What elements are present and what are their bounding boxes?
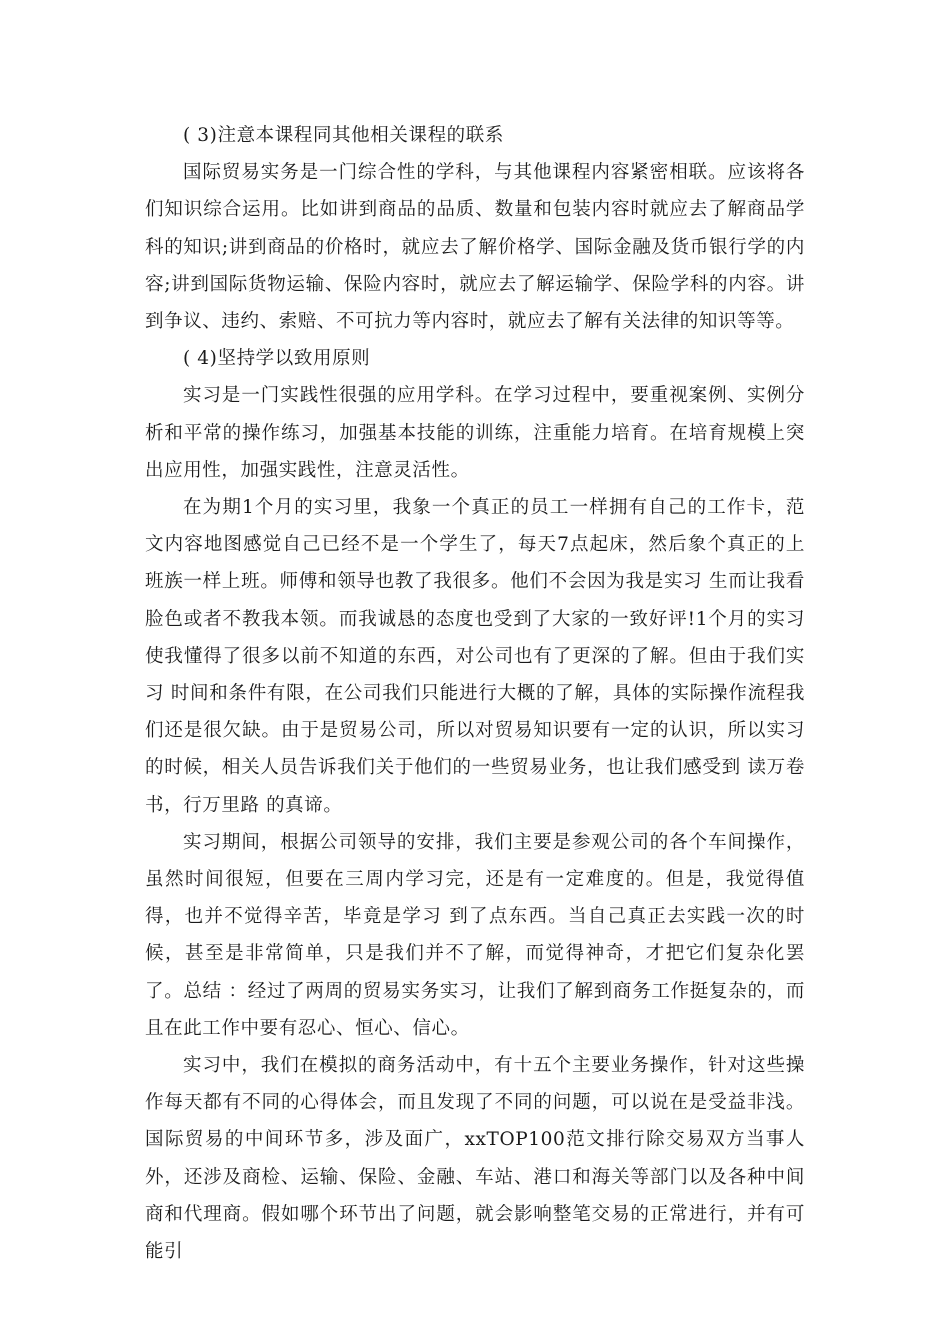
document-body bbox=[145, 117, 805, 1270]
paragraph-internship-month: 在为期1个月的实习里，我象一个真正的员工一样拥有自己的工作卡，范文内容地图感觉自己已经不是一个学生了，每天7点起床，然后象个真正的上班族一样上班。师傅和领导也教了我很多。他们不会因为我是实习 生而让我看脸色或者不教我本领。而我诚恳的态度也受到了大家的一致好评!1个月的实习使我懂得了很多以前不知道的东西，对公司也有了更深的了解。但由于我们实习 时间和条件有限，在公司我们只能进行大概的了解，具体的实际操作流程我们还是很欠缺。由于是贸易公司，所以对贸易知识要有一定的认识，所以实习的时候，相关人员告诉我们关于他们的一些贸易业务，也让我们感受到 读万卷书，行万里路 的真谛。 bbox=[145, 497, 805, 816]
paragraph-applied-practice: 实习是一门实践性很强的应用学科。在学习过程中，要重视案例、实例分析和平常的操作练习，加强基本技能的训练，注重能力培育。在培育规模上突出应用性，加强实践性，注意灵活性。 bbox=[145, 385, 805, 481]
paragraph-course-connection: 国际贸易实务是一门综合性的学科，与其他课程内容紧密相联。应该将各们知识综合运用。比如讲到商品的品质、数量和包装内容时就应去了解商品学科的知识;讲到商品的价格时，就应去了解价格学、国际金融及货币银行学的内容;讲到国际货物运输、保险内容时，就应去了解运输学、保险学科的内容。讲到争议、违约、索赔、不可抗力等内容时，就应去了解有关法律的知识等等。 bbox=[145, 162, 805, 333]
paragraph-business-simulation: 实习中，我们在模拟的商务活动中，有十五个主要业务操作，针对这些操作每天都有不同的心得体会，而且发现了不同的问题，可以说在是受益非浅。国际贸易的中间环节多，涉及面广，xxTOP100范文排行除交易双方当事人外，还涉及商检、运输、保险、金融、车站、港口和海关等部门以及各种中间商和代理商。假如哪个环节出了问题，就会影响整笔交易的正常进行，并有可能引 bbox=[145, 1055, 805, 1263]
section-heading-3: ( 3)注意本课程同其他相关课程的联系 bbox=[183, 125, 504, 146]
section-heading-4: ( 4)坚持学以致用原则 bbox=[183, 348, 371, 370]
paragraph-internship-period: 实习期间，根据公司领导的安排，我们主要是参观公司的各个车间操作，虽然时间很短，但要在三周内学习完，还是有一定难度的。但是，我觉得值得，也并不觉得辛苦，毕竟是学习 到了点东西。当自己真正去实践一次的时候，甚至是非常简单，只是我们并不了解，而觉得神奇，才把它们复杂化罢了。总结 ：经过了两周的贸易实务实习，让我们了解到商务工作挺复杂的，而且在此工作中要有忍心、恒心、信心。 bbox=[145, 831, 805, 1039]
